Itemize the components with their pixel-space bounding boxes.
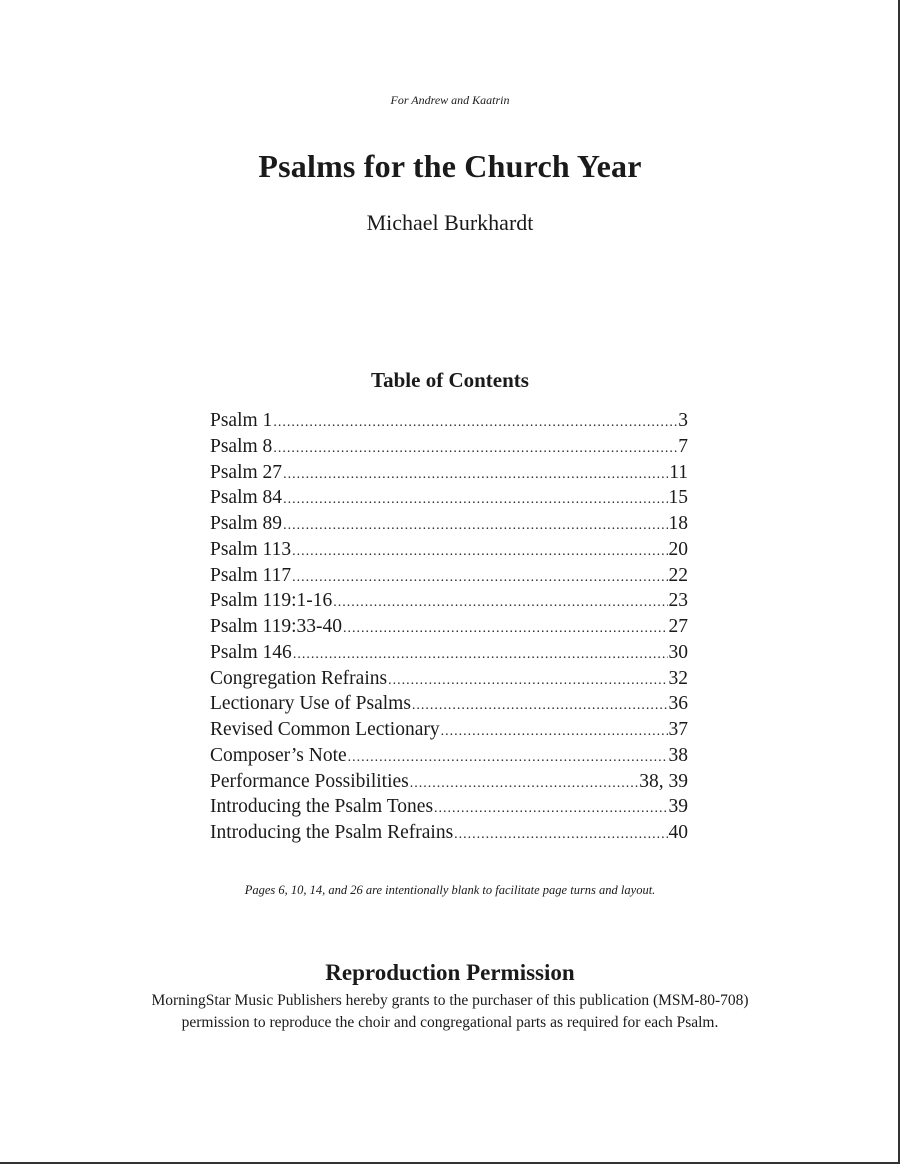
author-name: Michael Burkhardt bbox=[366, 210, 534, 235]
toc-entry bbox=[210, 794, 688, 820]
toc-entry bbox=[210, 537, 688, 563]
toc-dot-leader bbox=[273, 410, 677, 434]
blank-pages-note: Pages 6, 10, 14, and 26 are intentionally blank to facilitate page turns and layout. bbox=[244, 883, 656, 897]
toc-dot-leader bbox=[283, 487, 667, 511]
toc-entry-page: 18 bbox=[668, 513, 688, 534]
toc-entry-page: 36 bbox=[668, 693, 688, 715]
toc-entry-title: Introducing the Psalm Refrains bbox=[210, 822, 454, 843]
toc-dot-leader bbox=[410, 771, 638, 795]
toc-entry bbox=[210, 511, 688, 537]
toc-dot-leader bbox=[292, 565, 667, 589]
toc-entry-title: Lectionary Use of Psalms bbox=[210, 693, 411, 715]
toc-dot-leader bbox=[283, 513, 667, 537]
toc-dot-leader bbox=[343, 616, 668, 640]
toc-entry-page: 38 bbox=[668, 744, 688, 766]
toc-entry-page: 20 bbox=[668, 538, 688, 560]
toc-entry bbox=[210, 614, 688, 640]
reproduction-text bbox=[0, 990, 900, 1034]
toc-entry bbox=[210, 408, 688, 434]
toc-entry-title: Psalm 84 bbox=[210, 487, 283, 509]
toc-entry bbox=[210, 588, 688, 614]
toc-dot-leader bbox=[348, 745, 668, 769]
toc-entry bbox=[210, 563, 688, 589]
toc-entry-page: 3 bbox=[678, 410, 688, 431]
toc-entry bbox=[210, 717, 688, 743]
toc-entry-title: Psalm 113 bbox=[210, 538, 292, 560]
toc-dot-leader bbox=[273, 436, 677, 460]
toc-dot-leader bbox=[454, 822, 667, 846]
reproduction-line-2: permission to reproduce the choir and congregational parts as required for each Psalm. bbox=[181, 1014, 719, 1031]
toc-entry-page: 39 bbox=[668, 796, 688, 818]
toc-dot-leader bbox=[441, 719, 668, 743]
toc-entry bbox=[210, 640, 688, 666]
toc-entry-page: 40 bbox=[668, 822, 688, 843]
toc-entry-page: 22 bbox=[668, 564, 688, 586]
reproduction-line-1: MorningStar Music Publishers hereby grants to the purchaser of this publication (MSM-80-708) bbox=[151, 992, 749, 1009]
toc-dot-leader bbox=[333, 590, 667, 614]
table-of-contents bbox=[210, 408, 688, 846]
toc-entry-title: Introducing the Psalm Tones bbox=[210, 796, 434, 818]
toc-entry-page: 27 bbox=[668, 616, 688, 637]
toc-entry-page: 30 bbox=[668, 641, 688, 663]
dedication: For Andrew and Kaatrin bbox=[390, 93, 510, 107]
toc-heading: Table of Contents bbox=[371, 368, 529, 392]
toc-dot-leader bbox=[293, 642, 668, 666]
toc-entry-page: 23 bbox=[668, 590, 688, 612]
toc-entry-title: Psalm 89 bbox=[210, 513, 283, 534]
toc-entry bbox=[210, 691, 688, 717]
toc-entry-title: Revised Common Lectionary bbox=[210, 719, 440, 740]
toc-entry-title: Psalm 117 bbox=[210, 564, 292, 586]
toc-dot-leader bbox=[412, 693, 668, 717]
toc-entry-title: Psalm 8 bbox=[210, 435, 273, 457]
toc-entry-title: Psalm 1 bbox=[210, 410, 273, 431]
toc-entry bbox=[210, 666, 688, 692]
toc-entry-page: 7 bbox=[678, 435, 688, 457]
toc-entry-title: Psalm 119:1-16 bbox=[210, 590, 333, 612]
toc-entry-page: 38, 39 bbox=[639, 770, 688, 792]
reproduction-heading: Reproduction Permission bbox=[325, 960, 575, 985]
toc-entry bbox=[210, 485, 688, 511]
toc-entry bbox=[210, 743, 688, 769]
toc-entry-title: Psalm 27 bbox=[210, 461, 283, 483]
toc-entry-page: 32 bbox=[668, 667, 688, 689]
toc-dot-leader bbox=[434, 796, 667, 820]
toc-entry-title: Psalm 146 bbox=[210, 641, 292, 663]
toc-dot-leader bbox=[388, 668, 667, 692]
toc-entry-title: Composer’s Note bbox=[210, 744, 347, 766]
page-title: Psalms for the Church Year bbox=[258, 148, 642, 184]
toc-entry bbox=[210, 460, 688, 486]
toc-entry bbox=[210, 769, 688, 795]
toc-dot-leader bbox=[283, 462, 668, 486]
toc-entry-title: Psalm 119:33-40 bbox=[210, 616, 342, 637]
toc-entry-title: Performance Possibilities bbox=[210, 770, 409, 792]
toc-dot-leader bbox=[292, 539, 667, 563]
toc-entry-page: 11 bbox=[669, 461, 688, 483]
toc-entry-title: Congregation Refrains bbox=[210, 667, 388, 689]
toc-entry-page: 15 bbox=[668, 487, 688, 509]
toc-entry-page: 37 bbox=[668, 719, 688, 740]
toc-entry bbox=[210, 820, 688, 846]
toc-entry bbox=[210, 434, 688, 460]
